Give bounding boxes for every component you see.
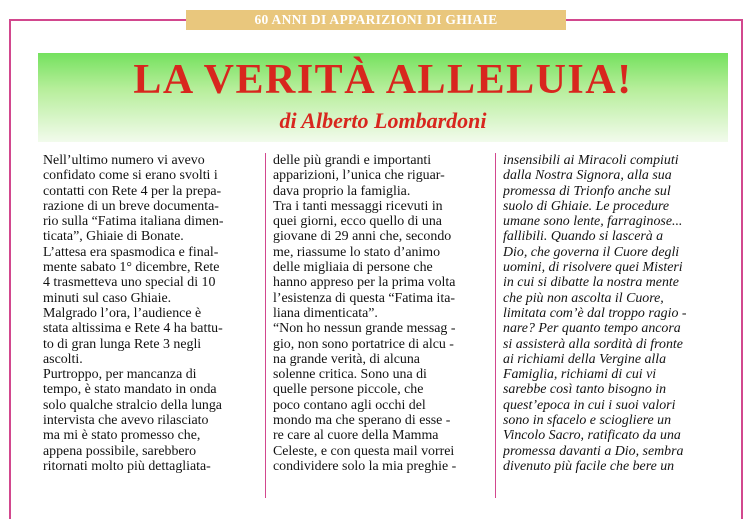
text-line: poco contano agli occhi del [273,397,426,413]
text-line: ritornati molto più dettagliata- [43,458,211,474]
text-line: stata altissima e Rete 4 ha battu- [43,321,223,337]
text-line: liana dimenticata”. [273,305,378,321]
text-line: mente sabato 1° dicembre, Rete [43,260,220,276]
text-line: me, riassume lo stato d’animo [273,244,441,260]
text-line: umane sono lente, farraginose... [503,214,683,230]
text-line: promessa davanti a Dio, sembra [503,443,684,459]
text-line: Celeste, e con questa mail vorrei [273,443,455,459]
text-line: sono in sfacelo e sciogliere un [503,413,672,429]
text-line: suolo di Ghiaie. Le procedure [503,198,670,214]
text-line: limitata com’è dal troppo ragio - [503,305,687,321]
text-line: delle più grandi e importanti [273,153,432,168]
text-line: minuti sul caso Ghiaie. [43,290,172,306]
text-line: intervista che avevo rilasciato [43,413,209,429]
text-line: Nell’ultimo numero vi avevo [43,153,205,168]
text-line: quest’epoca in cui i suoi valori [503,397,676,413]
text-line: insensibili ai Miracoli compiuti [503,153,679,168]
text-line: mondo ma che sperano di esse - [273,413,451,429]
text-line: si assisterà alla sordità di fronte [503,336,683,352]
article-byline: di Alberto Lombardoni [279,108,487,133]
text-line: rio sulla “Fatima italiana dimen- [43,214,224,230]
text-line: nare? Per quanto tempo ancora [503,321,681,337]
text-line: appena possibile, sarebbero [43,443,197,459]
text-line: in cui si dibatte la nostra mente [503,275,679,291]
text-line: dalla Nostra Signora, alla sua [503,168,672,184]
text-line: sarebbe così tanto bisogno in [503,382,667,398]
section-kicker: 60 ANNI DI APPARIZIONI DI GHIAIE [186,10,566,30]
text-line: che più non ascolta il Cuore, [503,290,664,306]
text-line: Vincolo Sacro, ratificato da una [503,428,681,444]
text-line: giovane di 29 anni che, secondo [273,229,452,245]
text-line: Tra i tanti messaggi ricevuti in [273,198,443,214]
text-line: apparizioni, l’unica che riguar- [273,168,445,184]
text-line: contatti con Rete 4 per la prepa- [43,183,222,199]
text-line: Malgrado l’ora, l’audience è [43,305,202,321]
text-line: to di gran lunga Rete 3 negli [43,336,202,352]
column-divider [495,153,496,498]
text-line: quelle persone piccole, che [273,382,424,398]
title-band [38,53,728,142]
text-line: razione di un breve documenta- [43,198,219,214]
text-line: delle migliaia di persone che [273,260,433,276]
text-line: na grande verità, di alcuna [273,351,420,367]
text-line: fallibili. Quando si lascerà a [503,229,664,245]
text-line: ticata”, Ghiaie di Bonate. [43,229,184,245]
text-line: ma mi è stato promesso che, [43,428,201,444]
text-column-2 [273,153,494,498]
text-line: hanno appreso per la prima volta [273,275,456,291]
text-line: Dio, che governa il Cuore degli [503,244,680,260]
text-column-3 [503,153,724,498]
text-line: L’attesa era spasmodica e final- [43,244,219,260]
text-line: tempo, è stato mandato in onda [43,382,217,398]
text-column-1 [43,153,264,498]
text-line: l’esistenza di questa “Fatima ita- [273,290,456,306]
text-line: ai richiami della Vergine alla [503,351,667,367]
text-line: quei giorni, ecco quello di una [273,214,442,230]
text-line: confidato come si erano svolti i [43,168,218,184]
text-line: Purtroppo, per mancanza di [43,367,197,383]
text-line: gio, non sono portatrice di alcu - [273,336,454,352]
text-line: re care al cuore della Mamma [273,428,439,444]
text-line: condividere solo la mia preghie - [273,458,457,474]
text-line: 4 trasmetteva uno special di 10 [43,275,216,291]
text-line: uomini, di risolvere quei Misteri [503,260,683,276]
text-line: solo qualche stralcio della lunga [43,397,222,413]
text-line: solenne critica. Sono una di [273,367,427,383]
text-line: “Non ho nessun grande messag - [273,321,456,337]
article-headline: LA VERITÀ ALLELUIA! [133,57,633,103]
text-line: promessa di Trionfo anche sul [503,183,671,199]
column-divider [265,153,266,498]
text-line: ascolti. [43,351,83,367]
text-line: Famiglia, richiami di cui vi [503,367,657,383]
text-line: dava proprio la famiglia. [273,183,411,199]
text-line: divenuto più facile che bere un [503,458,675,474]
